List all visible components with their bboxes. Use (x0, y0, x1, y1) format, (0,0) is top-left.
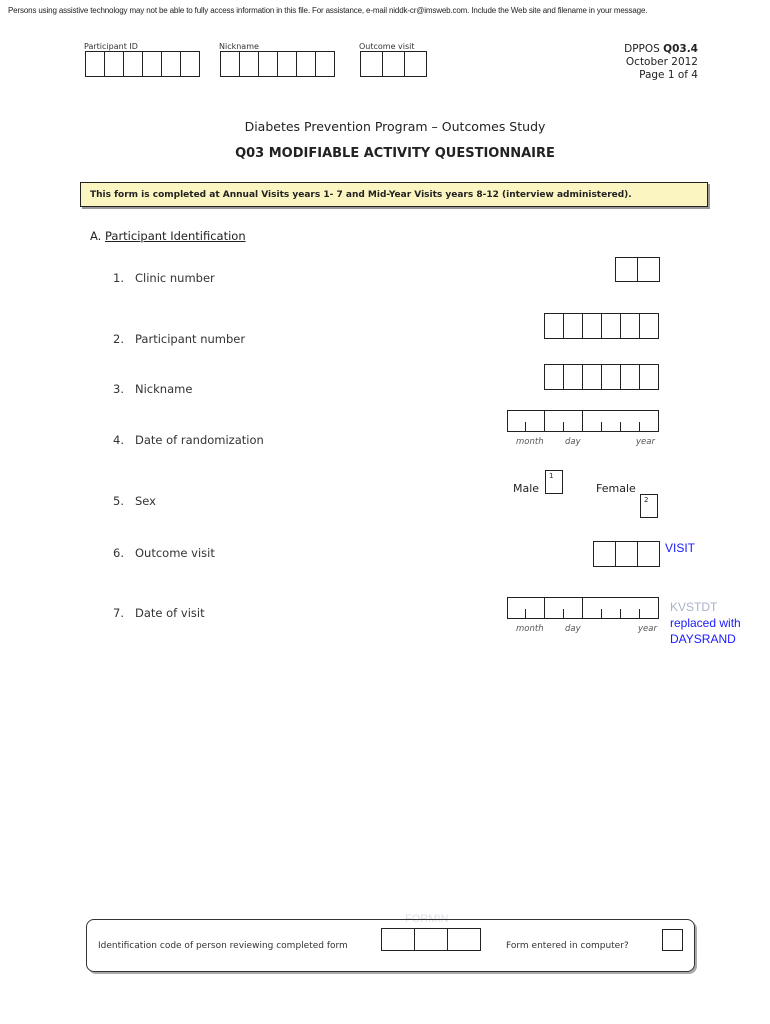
question-nickname: 3. Nickname (113, 382, 193, 396)
female-checkbox[interactable]: 2 (640, 494, 658, 518)
participant-id-boxes[interactable] (85, 51, 200, 77)
formin-annotation: FORMIN (405, 913, 449, 925)
clinic-number-boxes[interactable] (615, 257, 660, 282)
daysrand-annotation: DAYSRAND (670, 632, 736, 646)
randomization-date-field[interactable] (507, 410, 659, 432)
nickname-label: Nickname (219, 42, 259, 51)
entered-label: Form entered in computer? (506, 941, 629, 951)
question-participant-number: 2. Participant number (113, 332, 246, 346)
instructions-banner: This form is completed at Annual Visits years 1- 7 and Mid-Year Visits years 8-12 (interview administered). (80, 182, 708, 207)
visit-date-field[interactable] (507, 597, 659, 619)
form-code: Q03.4 (663, 43, 698, 55)
nickname-boxes[interactable] (220, 51, 335, 77)
question-date-randomization: 4. Date of randomization (113, 433, 264, 447)
section-title: Participant Identification (104, 229, 246, 243)
form-code-prefix: DPPOS (624, 43, 660, 55)
participant-number-boxes[interactable] (544, 313, 659, 339)
question-date-visit: 7. Date of visit (113, 606, 205, 620)
form-date: October 2012 (625, 56, 698, 68)
section-heading (90, 229, 246, 243)
kvstdt-annotation: KVSTDT (670, 600, 718, 614)
section-letter: A. (90, 229, 102, 243)
participant-id-label: Participant ID (84, 42, 138, 51)
outcome-visit-field-boxes[interactable] (593, 541, 660, 567)
visit-month-label: month (516, 624, 544, 634)
nickname-field-boxes[interactable] (544, 364, 659, 390)
female-label: Female (596, 482, 636, 495)
date-month-label: month (516, 437, 544, 447)
question-clinic-number: 1. Clinic number (113, 271, 215, 285)
date-year-label: year (636, 437, 655, 447)
male-checkbox[interactable]: 1 (545, 470, 563, 494)
reviewer-code-boxes[interactable] (381, 928, 481, 951)
question-outcome-visit: 6. Outcome visit (113, 546, 215, 560)
accessibility-notice: Persons using assistive technology may not be able to fully access information in this file. For assistance, e-mail niddk-cr@imsweb.com. Include the Web site and filename in your message. (8, 6, 648, 15)
visit-annotation: VISIT (665, 541, 696, 555)
form-title: Q03 MODIFIABLE ACTIVITY QUESTIONNAIRE (235, 146, 555, 161)
study-title: Diabetes Prevention Program – Outcomes Study (244, 119, 546, 134)
replaced-annotation: replaced with (670, 616, 741, 630)
outcome-visit-boxes[interactable] (360, 51, 427, 77)
reviewer-label: Identification code of person reviewing completed form (98, 941, 348, 951)
entered-checkbox[interactable] (662, 929, 683, 951)
question-sex: 5. Sex (113, 494, 156, 508)
outcome-visit-label: Outcome visit (359, 42, 415, 51)
form-meta (624, 43, 698, 82)
date-day-label: day (565, 437, 581, 447)
visit-day-label: day (565, 624, 581, 634)
male-label: Male (513, 482, 540, 495)
page-number: Page 1 of 4 (639, 69, 698, 81)
visit-year-label: year (638, 624, 657, 634)
